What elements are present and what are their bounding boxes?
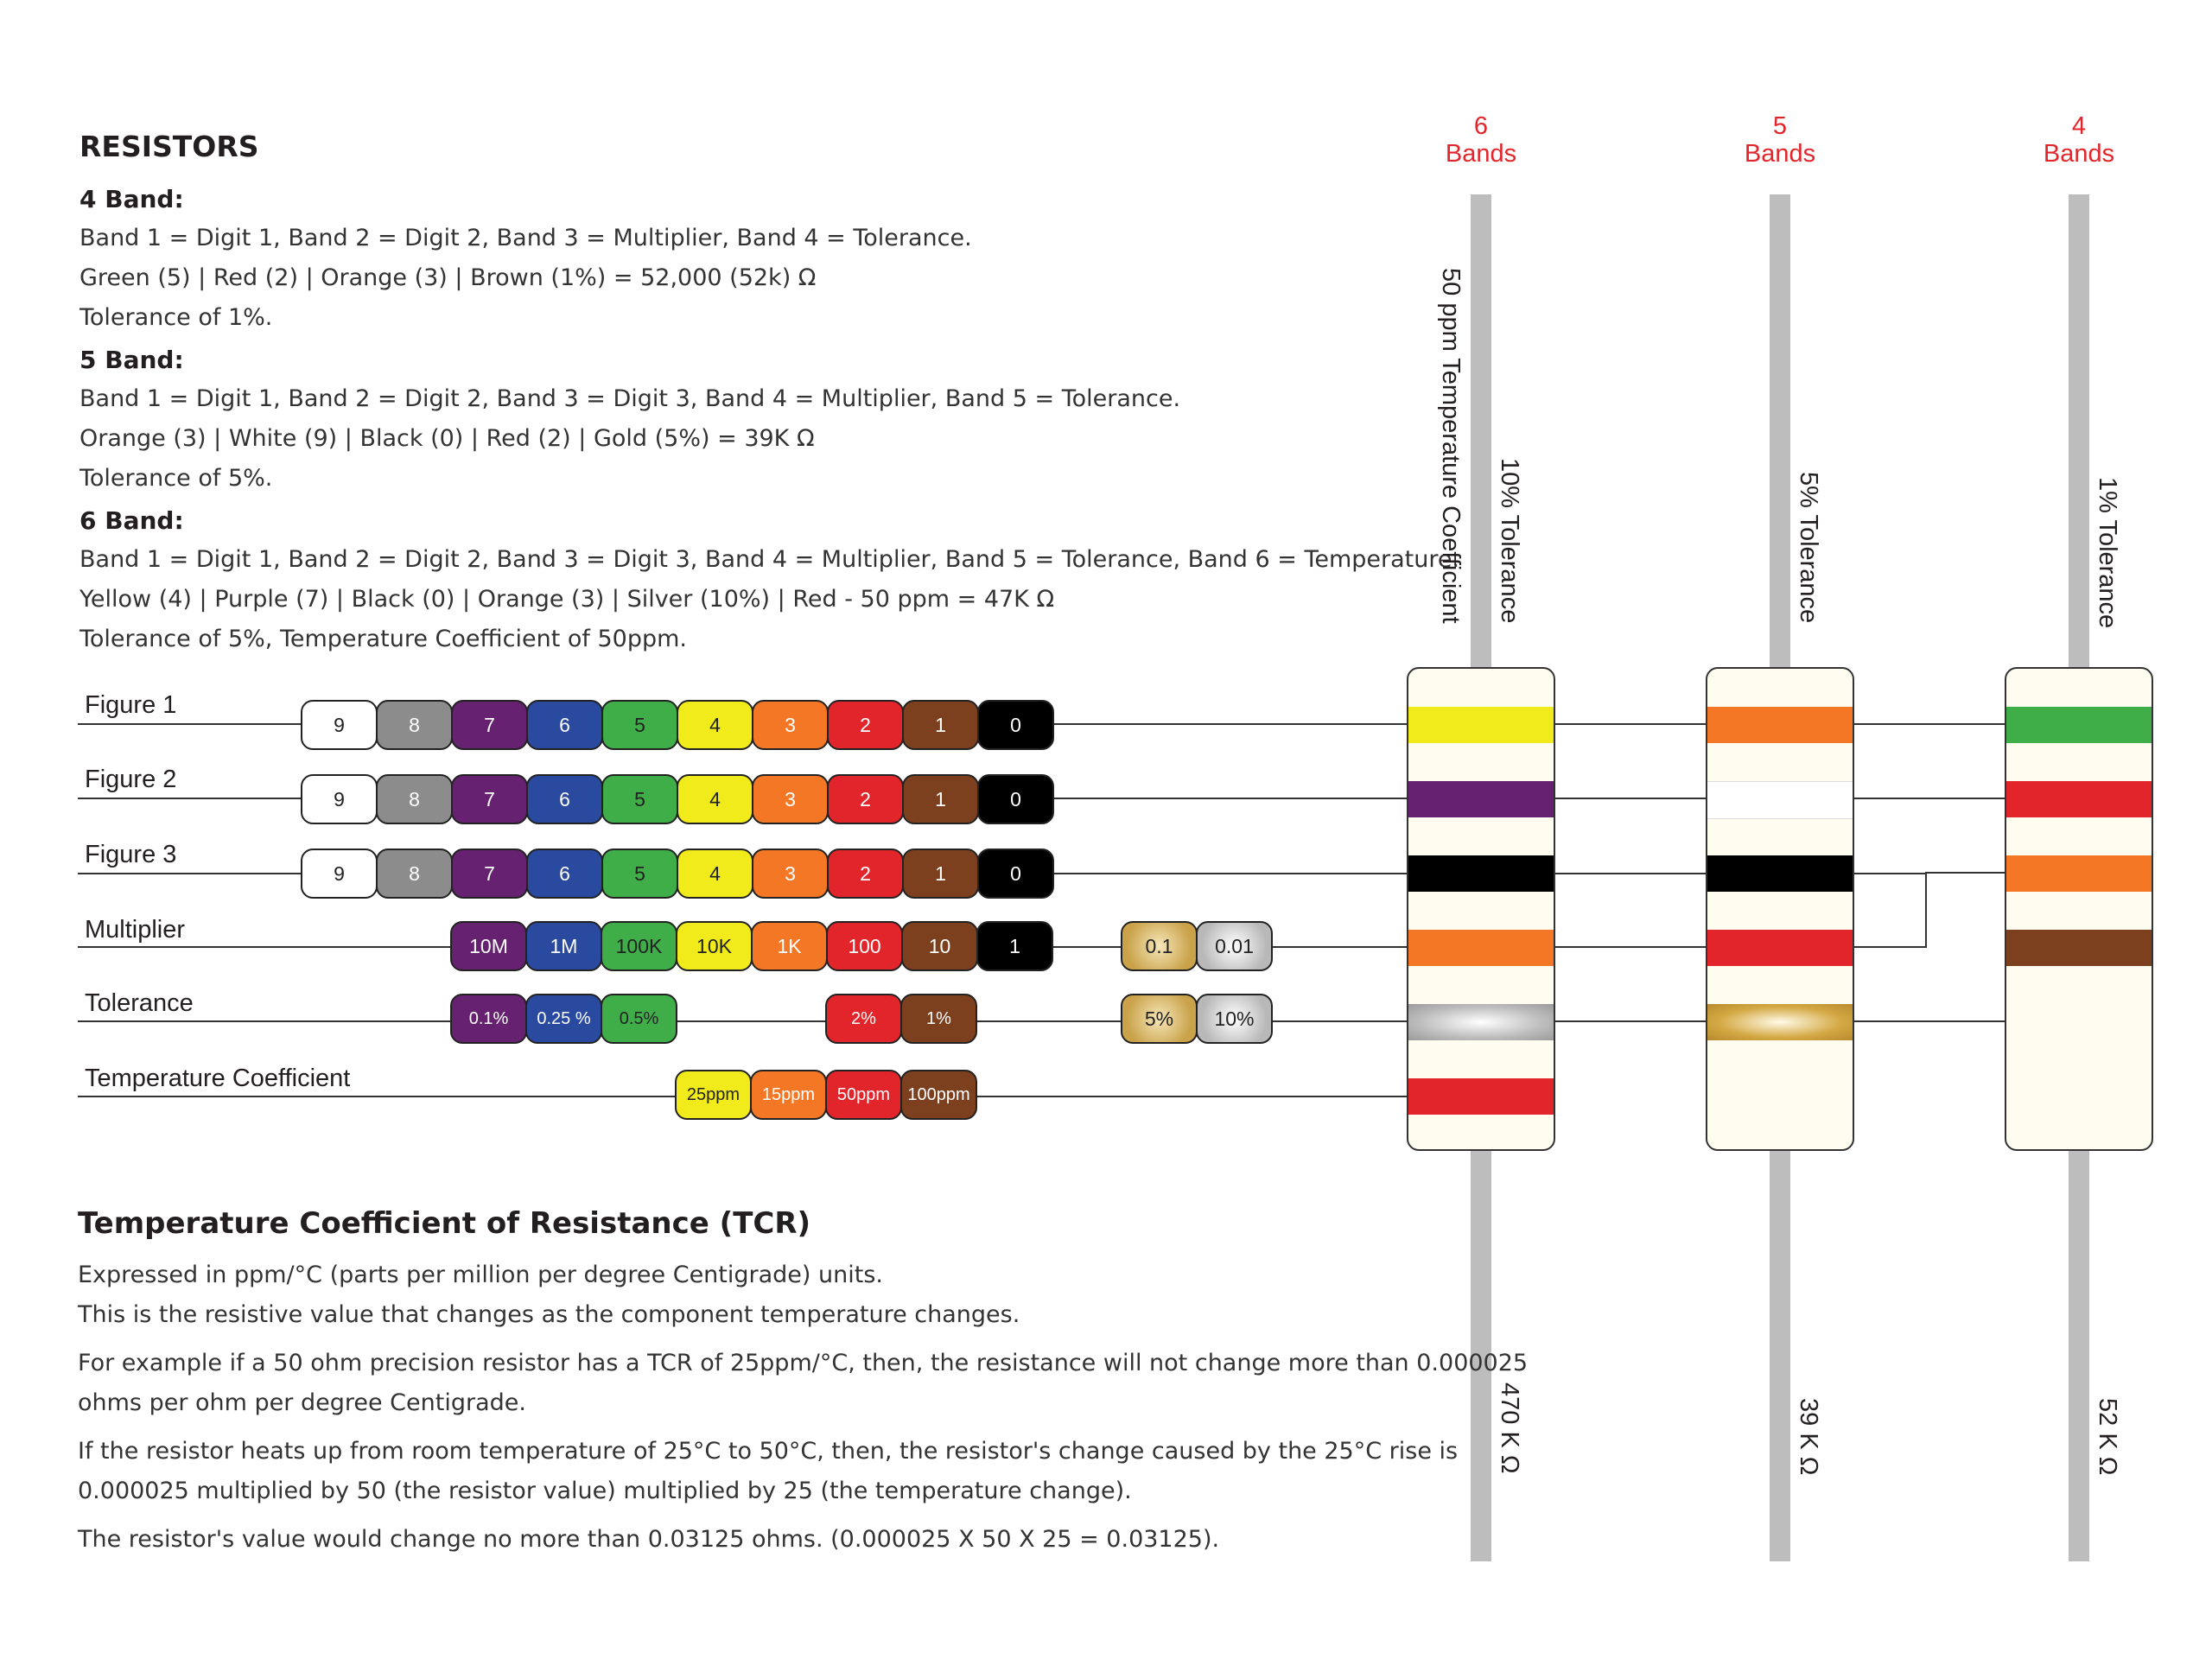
color-band bbox=[1707, 707, 1853, 743]
resistor-6-band bbox=[1407, 667, 1555, 1151]
color-band bbox=[2006, 707, 2152, 743]
digit-chip: 9 bbox=[301, 700, 378, 750]
lead-top-6 bbox=[1471, 194, 1491, 668]
row-label-tolerance: Tolerance bbox=[85, 989, 194, 1017]
color-band bbox=[1408, 855, 1554, 892]
band-count: 5 bbox=[1772, 112, 1788, 140]
five-band-line1: Band 1 = Digit 1, Band 2 = Digit 2, Band 3 = Digit 3, Band 4 = Multiplier, Band 5 = Tolerance. bbox=[79, 385, 1181, 412]
multiplier-chip: 10 bbox=[901, 921, 978, 971]
digit-chip: 4 bbox=[677, 700, 753, 750]
six-band-heading: 6 Band: bbox=[79, 506, 184, 535]
five-band-heading: 5 Band: bbox=[79, 346, 184, 374]
digit-chip: 8 bbox=[376, 849, 453, 899]
page-title: RESISTORS bbox=[79, 130, 259, 163]
row-label-figure1: Figure 1 bbox=[85, 691, 177, 719]
tcr-p3b: 0.000025 multiplied by 50 (the resistor value) multiplied by 25 (the temperature change). bbox=[78, 1478, 1132, 1504]
lead-bottom-5 bbox=[1770, 1151, 1790, 1561]
digit-chip: 8 bbox=[376, 700, 453, 750]
digit-chip: 4 bbox=[677, 774, 753, 824]
digit-chip: 2 bbox=[827, 849, 904, 899]
row-label-temp: Temperature Coefficient bbox=[85, 1065, 351, 1092]
lead-top-4 bbox=[2069, 194, 2089, 668]
header-6-bands bbox=[1412, 112, 1550, 168]
tolerance-chip-silver: 10% bbox=[1196, 994, 1273, 1044]
six-band-line1: Band 1 = Digit 1, Band 2 = Digit 2, Band 3 = Digit 3, Band 4 = Multiplier, Band 5 = Tolerance, Band 6 = Temperature. bbox=[79, 546, 1460, 573]
color-band bbox=[2006, 781, 2152, 817]
color-band bbox=[1408, 1078, 1554, 1115]
band-label: Bands bbox=[1744, 140, 1816, 168]
digit-chip: 1 bbox=[902, 700, 979, 750]
temp-chip: 100ppm bbox=[900, 1070, 977, 1120]
four-band-line1: Band 1 = Digit 1, Band 2 = Digit 2, Band 3 = Multiplier, Band 4 = Tolerance. bbox=[79, 225, 972, 251]
band-count: 6 bbox=[1473, 112, 1489, 140]
band-label: Bands bbox=[1445, 140, 1517, 168]
tolerance-chip-gold: 5% bbox=[1121, 994, 1198, 1044]
digit-chip: 2 bbox=[827, 700, 904, 750]
digit-chip: 2 bbox=[827, 774, 904, 824]
multiplier-chip: 1M bbox=[525, 921, 602, 971]
six-band-line2: Yellow (4) | Purple (7) | Black (0) | Orange (3) | Silver (10%) | Red - 50 ppm = 47K Ω bbox=[79, 586, 1055, 613]
color-band bbox=[1707, 781, 1853, 819]
digit-chip: 7 bbox=[451, 700, 528, 750]
four-band-line2: Green (5) | Red (2) | Orange (3) | Brown (1%) = 52,000 (52k) Ω bbox=[79, 264, 817, 291]
digit-chip: 6 bbox=[526, 849, 603, 899]
resistor-5-band bbox=[1706, 667, 1854, 1151]
digit-chip: 9 bbox=[301, 849, 378, 899]
temp-coefficient-label: 50 ppm Temperature Coefficient bbox=[1437, 268, 1465, 624]
color-band bbox=[2006, 930, 2152, 966]
tcr-p2b: ohms per ohm per degree Centigrade. bbox=[78, 1389, 526, 1416]
multiplier-chip-gold: 0.1 bbox=[1121, 921, 1198, 971]
digit-chip: 7 bbox=[451, 849, 528, 899]
digit-chip: 0 bbox=[977, 849, 1054, 899]
digit-chip: 3 bbox=[752, 774, 829, 824]
color-band bbox=[1707, 930, 1853, 966]
value-label-4: 52 K Ω bbox=[2094, 1398, 2121, 1476]
multiplier-chip-silver: 0.01 bbox=[1196, 921, 1273, 971]
header-4-bands bbox=[2010, 112, 2148, 168]
five-band-line3: Tolerance of 5%. bbox=[79, 465, 273, 492]
row-label-figure3: Figure 3 bbox=[85, 841, 177, 868]
tcr-p1b: This is the resistive value that changes as the component temperature changes. bbox=[78, 1301, 1020, 1328]
multiplier-chip: 1 bbox=[976, 921, 1053, 971]
color-band bbox=[1408, 781, 1554, 817]
multiplier-chip: 100 bbox=[826, 921, 903, 971]
temp-chip: 25ppm bbox=[675, 1070, 752, 1120]
tolerance-label-5: 5% Tolerance bbox=[1795, 472, 1822, 624]
digit-chip: 1 bbox=[902, 849, 979, 899]
digit-chip: 4 bbox=[677, 849, 753, 899]
band-label: Bands bbox=[2043, 140, 2115, 168]
header-5-bands bbox=[1711, 112, 1849, 168]
lead-top-5 bbox=[1770, 194, 1790, 668]
lead-bottom-4 bbox=[2069, 1151, 2089, 1561]
digit-chip: 1 bbox=[902, 774, 979, 824]
color-band bbox=[1707, 855, 1853, 892]
tolerance-chip: 0.5% bbox=[601, 994, 677, 1044]
digit-chip: 6 bbox=[526, 700, 603, 750]
tolerance-chip: 1% bbox=[900, 994, 977, 1044]
tcr-p4: The resistor's value would change no more than 0.03125 ohms. (0.000025 X 50 X 25 = 0.03125). bbox=[78, 1526, 1220, 1553]
row-label-figure2: Figure 2 bbox=[85, 766, 177, 793]
tolerance-chip: 0.1% bbox=[450, 994, 527, 1044]
value-label-5: 39 K Ω bbox=[1795, 1398, 1822, 1476]
tcr-p1a: Expressed in ppm/°C (parts per million per degree Centigrade) units. bbox=[78, 1262, 883, 1288]
color-band bbox=[1707, 1004, 1853, 1040]
tolerance-label-4: 1% Tolerance bbox=[2094, 477, 2121, 629]
tolerance-label-6: 10% Tolerance bbox=[1496, 458, 1523, 624]
five-band-line2: Orange (3) | White (9) | Black (0) | Red (2) | Gold (5%) = 39K Ω bbox=[79, 425, 815, 452]
digit-chip: 5 bbox=[601, 849, 678, 899]
temp-chip: 50ppm bbox=[825, 1070, 902, 1120]
color-band bbox=[1408, 707, 1554, 743]
digit-chip: 5 bbox=[601, 774, 678, 824]
connector-horizontal bbox=[1925, 872, 2012, 874]
color-band bbox=[1408, 1004, 1554, 1040]
digit-chip: 6 bbox=[526, 774, 603, 824]
digit-chip: 7 bbox=[451, 774, 528, 824]
digit-chip: 3 bbox=[752, 849, 829, 899]
tcr-p2a: For example if a 50 ohm precision resistor has a TCR of 25ppm/°C, then, the resistance will not change more than 0.000025 bbox=[78, 1350, 1529, 1376]
tcr-title: Temperature Coefficient of Resistance (TCR) bbox=[78, 1206, 811, 1241]
four-band-heading: 4 Band: bbox=[79, 185, 184, 213]
resistor-4-band bbox=[2005, 667, 2153, 1151]
color-band bbox=[1408, 930, 1554, 966]
tolerance-chip: 2% bbox=[825, 994, 902, 1044]
connector-vertical bbox=[1925, 872, 1927, 948]
digit-chip: 9 bbox=[301, 774, 378, 824]
six-band-line3: Tolerance of 5%, Temperature Coefficient of 50ppm. bbox=[79, 626, 688, 652]
digit-chip: 8 bbox=[376, 774, 453, 824]
tolerance-chip: 0.25 % bbox=[525, 994, 602, 1044]
digit-chip: 3 bbox=[752, 700, 829, 750]
multiplier-chip: 10M bbox=[450, 921, 527, 971]
multiplier-chip: 100K bbox=[601, 921, 677, 971]
digit-chip: 5 bbox=[601, 700, 678, 750]
digit-chip: 0 bbox=[977, 700, 1054, 750]
tcr-p3a: If the resistor heats up from room temperature of 25°C to 50°C, then, the resistor's change caused by the 25°C rise is bbox=[78, 1438, 1459, 1465]
digit-chip: 0 bbox=[977, 774, 1054, 824]
band-count: 4 bbox=[2071, 112, 2087, 140]
multiplier-chip: 10K bbox=[676, 921, 753, 971]
temp-chip: 15ppm bbox=[750, 1070, 827, 1120]
color-band bbox=[2006, 855, 2152, 892]
value-label-6: 470 K Ω bbox=[1496, 1382, 1523, 1474]
multiplier-chip: 1K bbox=[751, 921, 828, 971]
four-band-line3: Tolerance of 1%. bbox=[79, 304, 273, 331]
row-label-multiplier: Multiplier bbox=[85, 916, 186, 944]
